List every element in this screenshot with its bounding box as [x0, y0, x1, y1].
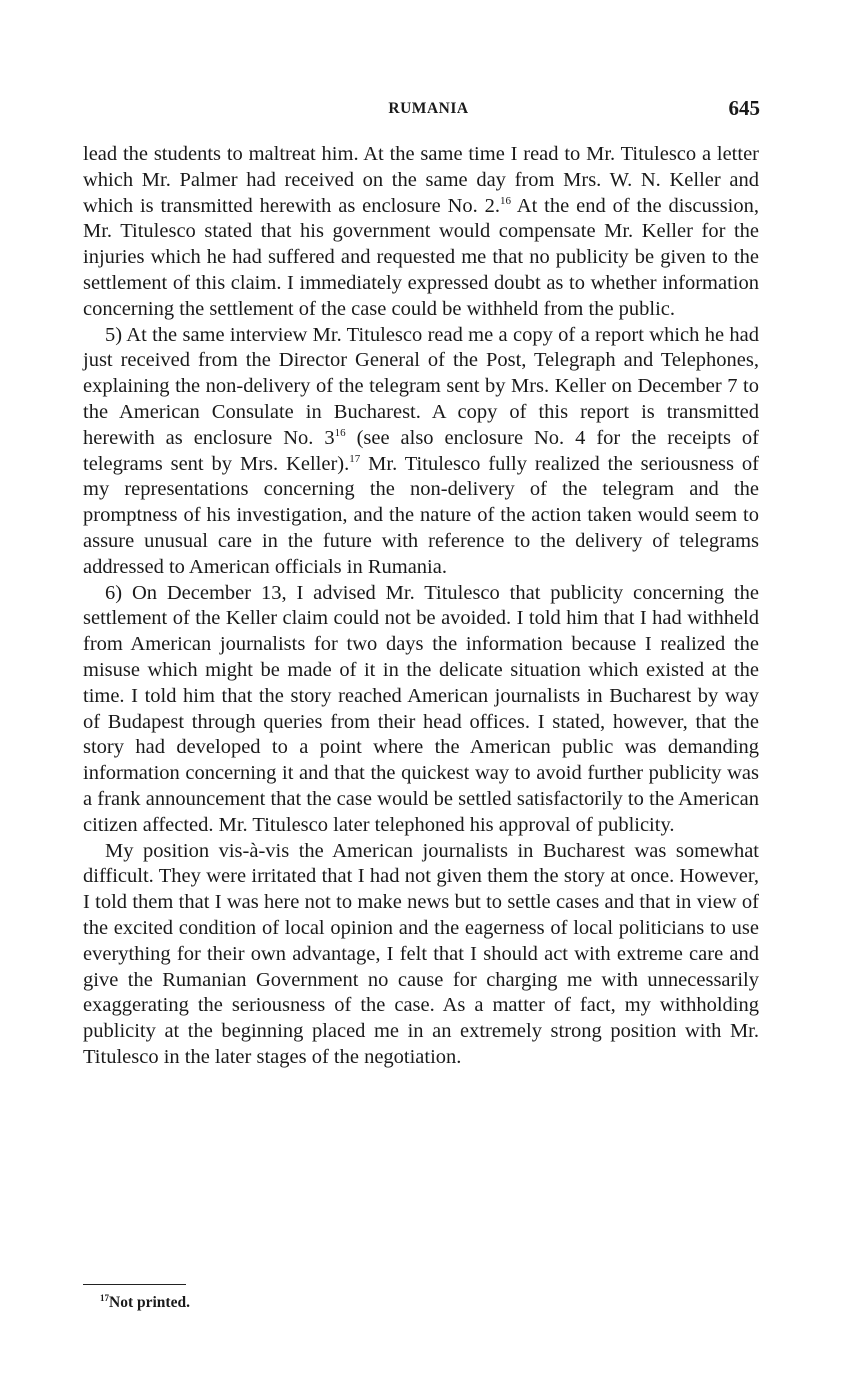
footnote-marker: 17 [100, 1293, 109, 1303]
footnote-ref-16: 16 [334, 426, 346, 439]
footnote-divider [83, 1284, 186, 1285]
footnote-ref-16: 16 [500, 194, 512, 207]
paragraph-1-text-a: lead the students to maltreat him. At the same time I read to Mr. Titulesco a letter which Mr. Palmer had received on the same day from Mrs. W. N. Keller and which is transmitted herewith as enclosure No. 2. [83, 143, 759, 217]
paragraph-2-text-c: Mr. Titulesco fully realized the seriousness of my representations concerning the non-delivery of the telegram and the promptness of his investigation, and the nature of the action taken would seem to assure unusual care in the future with reference to the delivery of telegrams addressed to American officials in Rumania. [83, 452, 760, 578]
paragraph-3: 6) On December 13, I advised Mr. Titulesco that publicity concerning the settlement of the Keller claim could not be avoided. I told him that I had withheld from American journalists for two days the information because I realized the misuse which might be made of it in the delicate situation which existed at the time. I told him that the story reached American journalists in Bucharest by way of Budapest through queries from their head offices. I stated, however, that the story had developed to a point where the American public was demanding information concerning it and that the quickest way to avoid further publicity was a frank announcement that the case would be settled satisfactorily to the American citizen affected. Mr. Titulesco later telephoned his approval of publicity. [83, 581, 759, 836]
paragraph-2 [83, 323, 759, 581]
paragraph-2-text-a: 5) At the same interview Mr. Titulesco read me a copy of a report which he had just received from the Director General of the Post, Telegraph and Telephones, explaining the non-delivery of the telegram sent by Mrs. Keller on December 7 to the American Consulate in Bucharest. A copy of this report is transmitted herewith as enclosure No. 3 [83, 323, 759, 449]
footnote-ref-17: 17 [349, 452, 361, 465]
paragraph-4: My position vis-à-vis the American journalists in Bucharest was somewhat difficult. They were irritated that I had not given them the story at once. However, I told them that I was here not to make news but to settle cases and that in view of the excited condition of local opinion and the eagerness of local politicians to use everything for their own advantage, I felt that I should act with extreme care and give the Rumanian Government no cause for charging me with unnecessarily exaggerating the seriousness of the case. As a matter of fact, my withholding publicity at the beginning placed me in an extremely strong position with Mr. Titulesco in the later stages of the negotiation. [83, 839, 759, 1068]
footnote-text: Not printed. [109, 1294, 190, 1311]
paragraph-2-text-b: (see also enclosure No. 4 for the receipts of telegrams sent by Mrs. Keller). [83, 426, 759, 475]
page-number: 645 [728, 96, 760, 120]
footnote [100, 1294, 190, 1312]
body-text [83, 142, 759, 1071]
paragraph-1-text-b: At the end of the discussion, Mr. Titulesco stated that his government would compensate Mr. Keller for the injuries which he had suffered and requested me that no publicity be given to the settlement of this claim. I immediately expressed doubt as to whether information concerning the settlement of the case could be withheld from the public. [83, 194, 759, 320]
running-title: RUMANIA [388, 100, 469, 117]
paragraph-1 [83, 142, 759, 323]
